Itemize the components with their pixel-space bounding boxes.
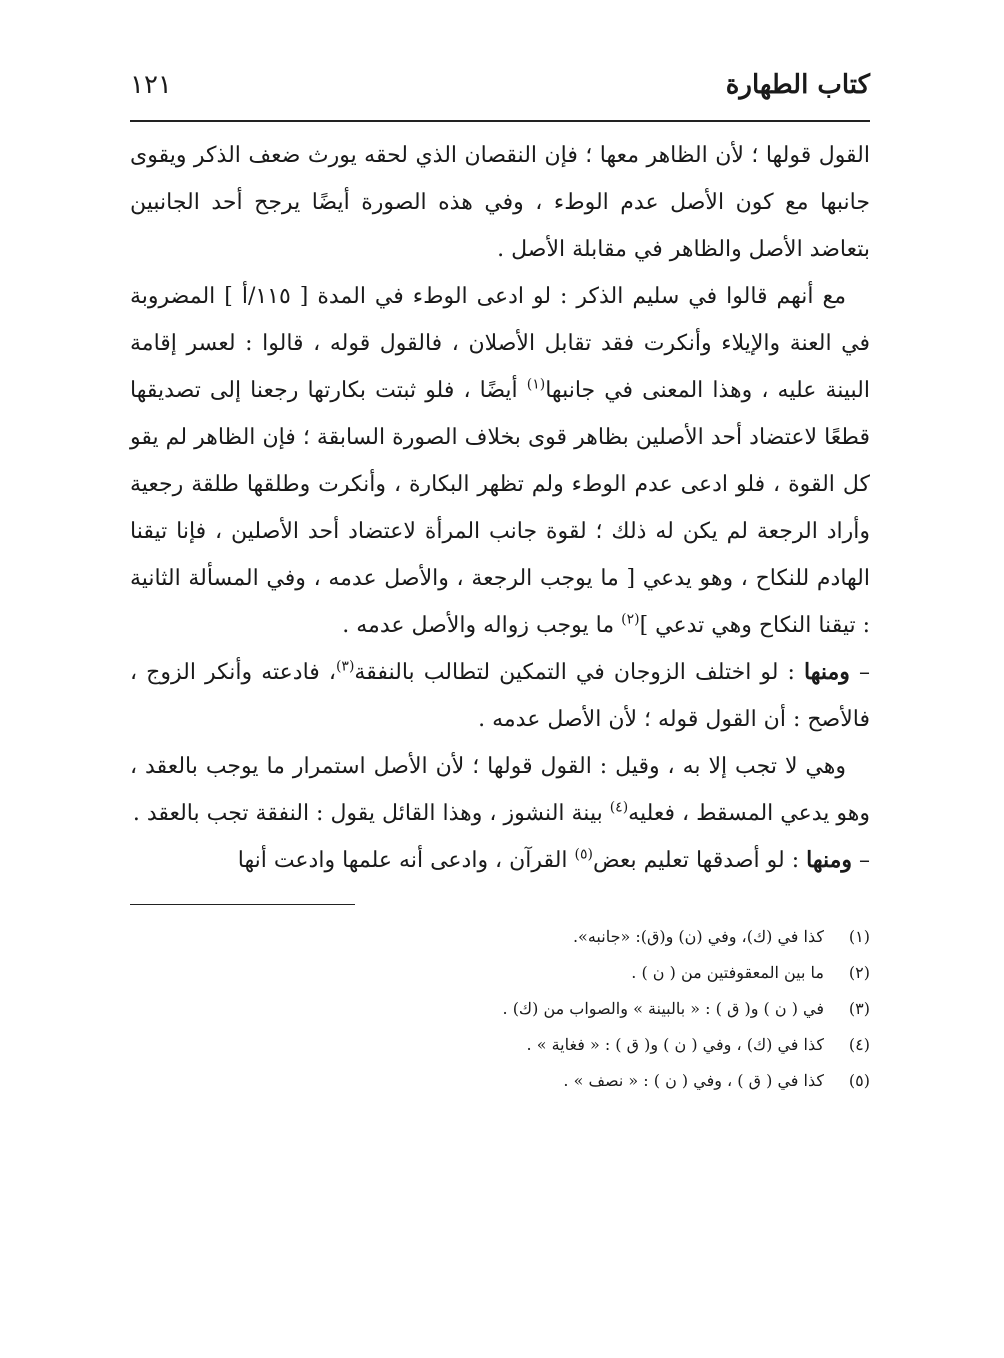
paragraph-2 (130, 273, 870, 649)
paragraph-4-part-a: وهي لا تجب إلا به ، وقيل : القول قولها ؛ لأن الأصل استمرار ما يوجب بالعقد ، وهو يدعي المسقط ، فعليه (130, 754, 870, 826)
footnote-ref-4[interactable]: (٤) (609, 799, 629, 816)
footnote-ref-5[interactable]: (٥) (574, 846, 593, 863)
footnote-number: (١) (848, 927, 870, 946)
footnote-number: (٢) (848, 963, 870, 982)
header-divider (130, 120, 870, 122)
paragraph-2-part-b: أيضًا ، فلو ثبتت بكارتها رجعنا إلى تصديقها قطعًا لاعتضاد أحد الأصلين بظاهر قوى بخلاف الصورة السابقة ؛ فإن الظاهر لم يقو كل القوة ، فلو ادعى عدم الوطء ولم تظهر البكارة ، وأنكرت وطلقها طلقة رجعية وأراد الرجعة لم يكن له ذلك ؛ لقوة جانب المرأة لاعتضاد أحد الأصلين ، فإنا تيقنا الهادم للنكاح ، وهو يدعي [ ما يوجب الرجعة ، والأصل عدمه ، وفي المسألة الثانية : تيقنا النكاح وهي تدعي ] (130, 378, 870, 638)
footnote-text: في ( ن ) و( ق ) : « بالبينة » والصواب من (ك) . (502, 999, 824, 1018)
paragraph-3-dash: – (849, 660, 870, 685)
footnote-ref-1[interactable]: (١) (526, 376, 546, 393)
paragraph-1-text: القول قولها ؛ لأن الظاهر معها ؛ فإن النقصان الذي لحقه يورث ضعف الذكر ويقوى جانبها مع كون الأصل عدم الوطء ، وفي هذه الصورة أيضًا يرجح أحد الجانبين بتعاضد الأصل والظاهر في مقابلة الأصل . (130, 143, 870, 262)
footnote-divider (130, 904, 355, 905)
footnote-item (130, 955, 870, 991)
paragraph-5 (130, 837, 870, 884)
body-text (130, 132, 870, 884)
footnote-item (130, 919, 870, 955)
paragraph-3-lead: ومنها (804, 659, 850, 685)
paragraph-2-part-a: مع أنهم قالوا في سليم الذكر : لو ادعى الوطء في المدة [ ١١٥/أ ] المضروبة في العنة والإيلاء وأنكرت فقد تقابل الأصلان ، فالقول قوله ، قالوا : لعسر إقامة البينة عليه ، وهذا المعنى في جانبها (130, 284, 870, 403)
footnote-text: ما بين المعقوفتين من ( ن ) . (631, 963, 824, 982)
footnotes (130, 917, 870, 1099)
footnote-item (130, 1027, 870, 1063)
paragraph-5-part-b: القرآن ، وادعى أنه علمها وادعت أنها (237, 848, 575, 873)
paragraph-2-part-c: ما يوجب زواله والأصل عدمه . (342, 613, 622, 638)
paragraph-5-dash: – (852, 848, 870, 873)
footnote-item (130, 1063, 870, 1099)
paragraph-3-part-a: : لو اختلف الزوجان في التمكين لتطالب بالنفقة (354, 660, 805, 685)
paragraph-1 (130, 132, 870, 273)
footnote-number: (٤) (848, 1035, 870, 1054)
paragraph-4-part-b: بينة النشوز ، وهذا القائل يقول : النفقة تجب بالعقد . (132, 801, 610, 826)
book-title: كتاب الطهارة (725, 70, 870, 100)
footnote-ref-3[interactable]: (٣) (335, 658, 355, 675)
footnote-text: كذا في (ك)، وفي (ن) و(ق): «جانبه». (572, 927, 824, 946)
paragraph-5-lead: ومنها (806, 847, 852, 873)
footnote-item (130, 991, 870, 1027)
footnote-text: كذا في ( ق ) ، وفي ( ن ) : « نصف » . (563, 1071, 824, 1090)
footnote-ref-2[interactable]: (٢) (621, 611, 640, 628)
footnote-text: كذا في (ك) ، وفي ( ن ) و( ق ) : « فغاية » . (526, 1035, 824, 1054)
footnote-number: (٣) (848, 999, 870, 1018)
paragraph-3-part-b: ، فادعته وأنكر الزوج ، فالأصح : أن القول قوله ؛ لأن الأصل عدمه . (130, 660, 870, 732)
page-number: ١٢١ (130, 70, 172, 100)
footnote-number: (٥) (848, 1071, 870, 1090)
paragraph-5-part-a: : لو أصدقها تعليم بعض (592, 848, 807, 873)
paragraph-4 (130, 743, 870, 837)
book-page (130, 70, 870, 1099)
paragraph-3 (130, 649, 870, 743)
page-header (130, 70, 870, 114)
